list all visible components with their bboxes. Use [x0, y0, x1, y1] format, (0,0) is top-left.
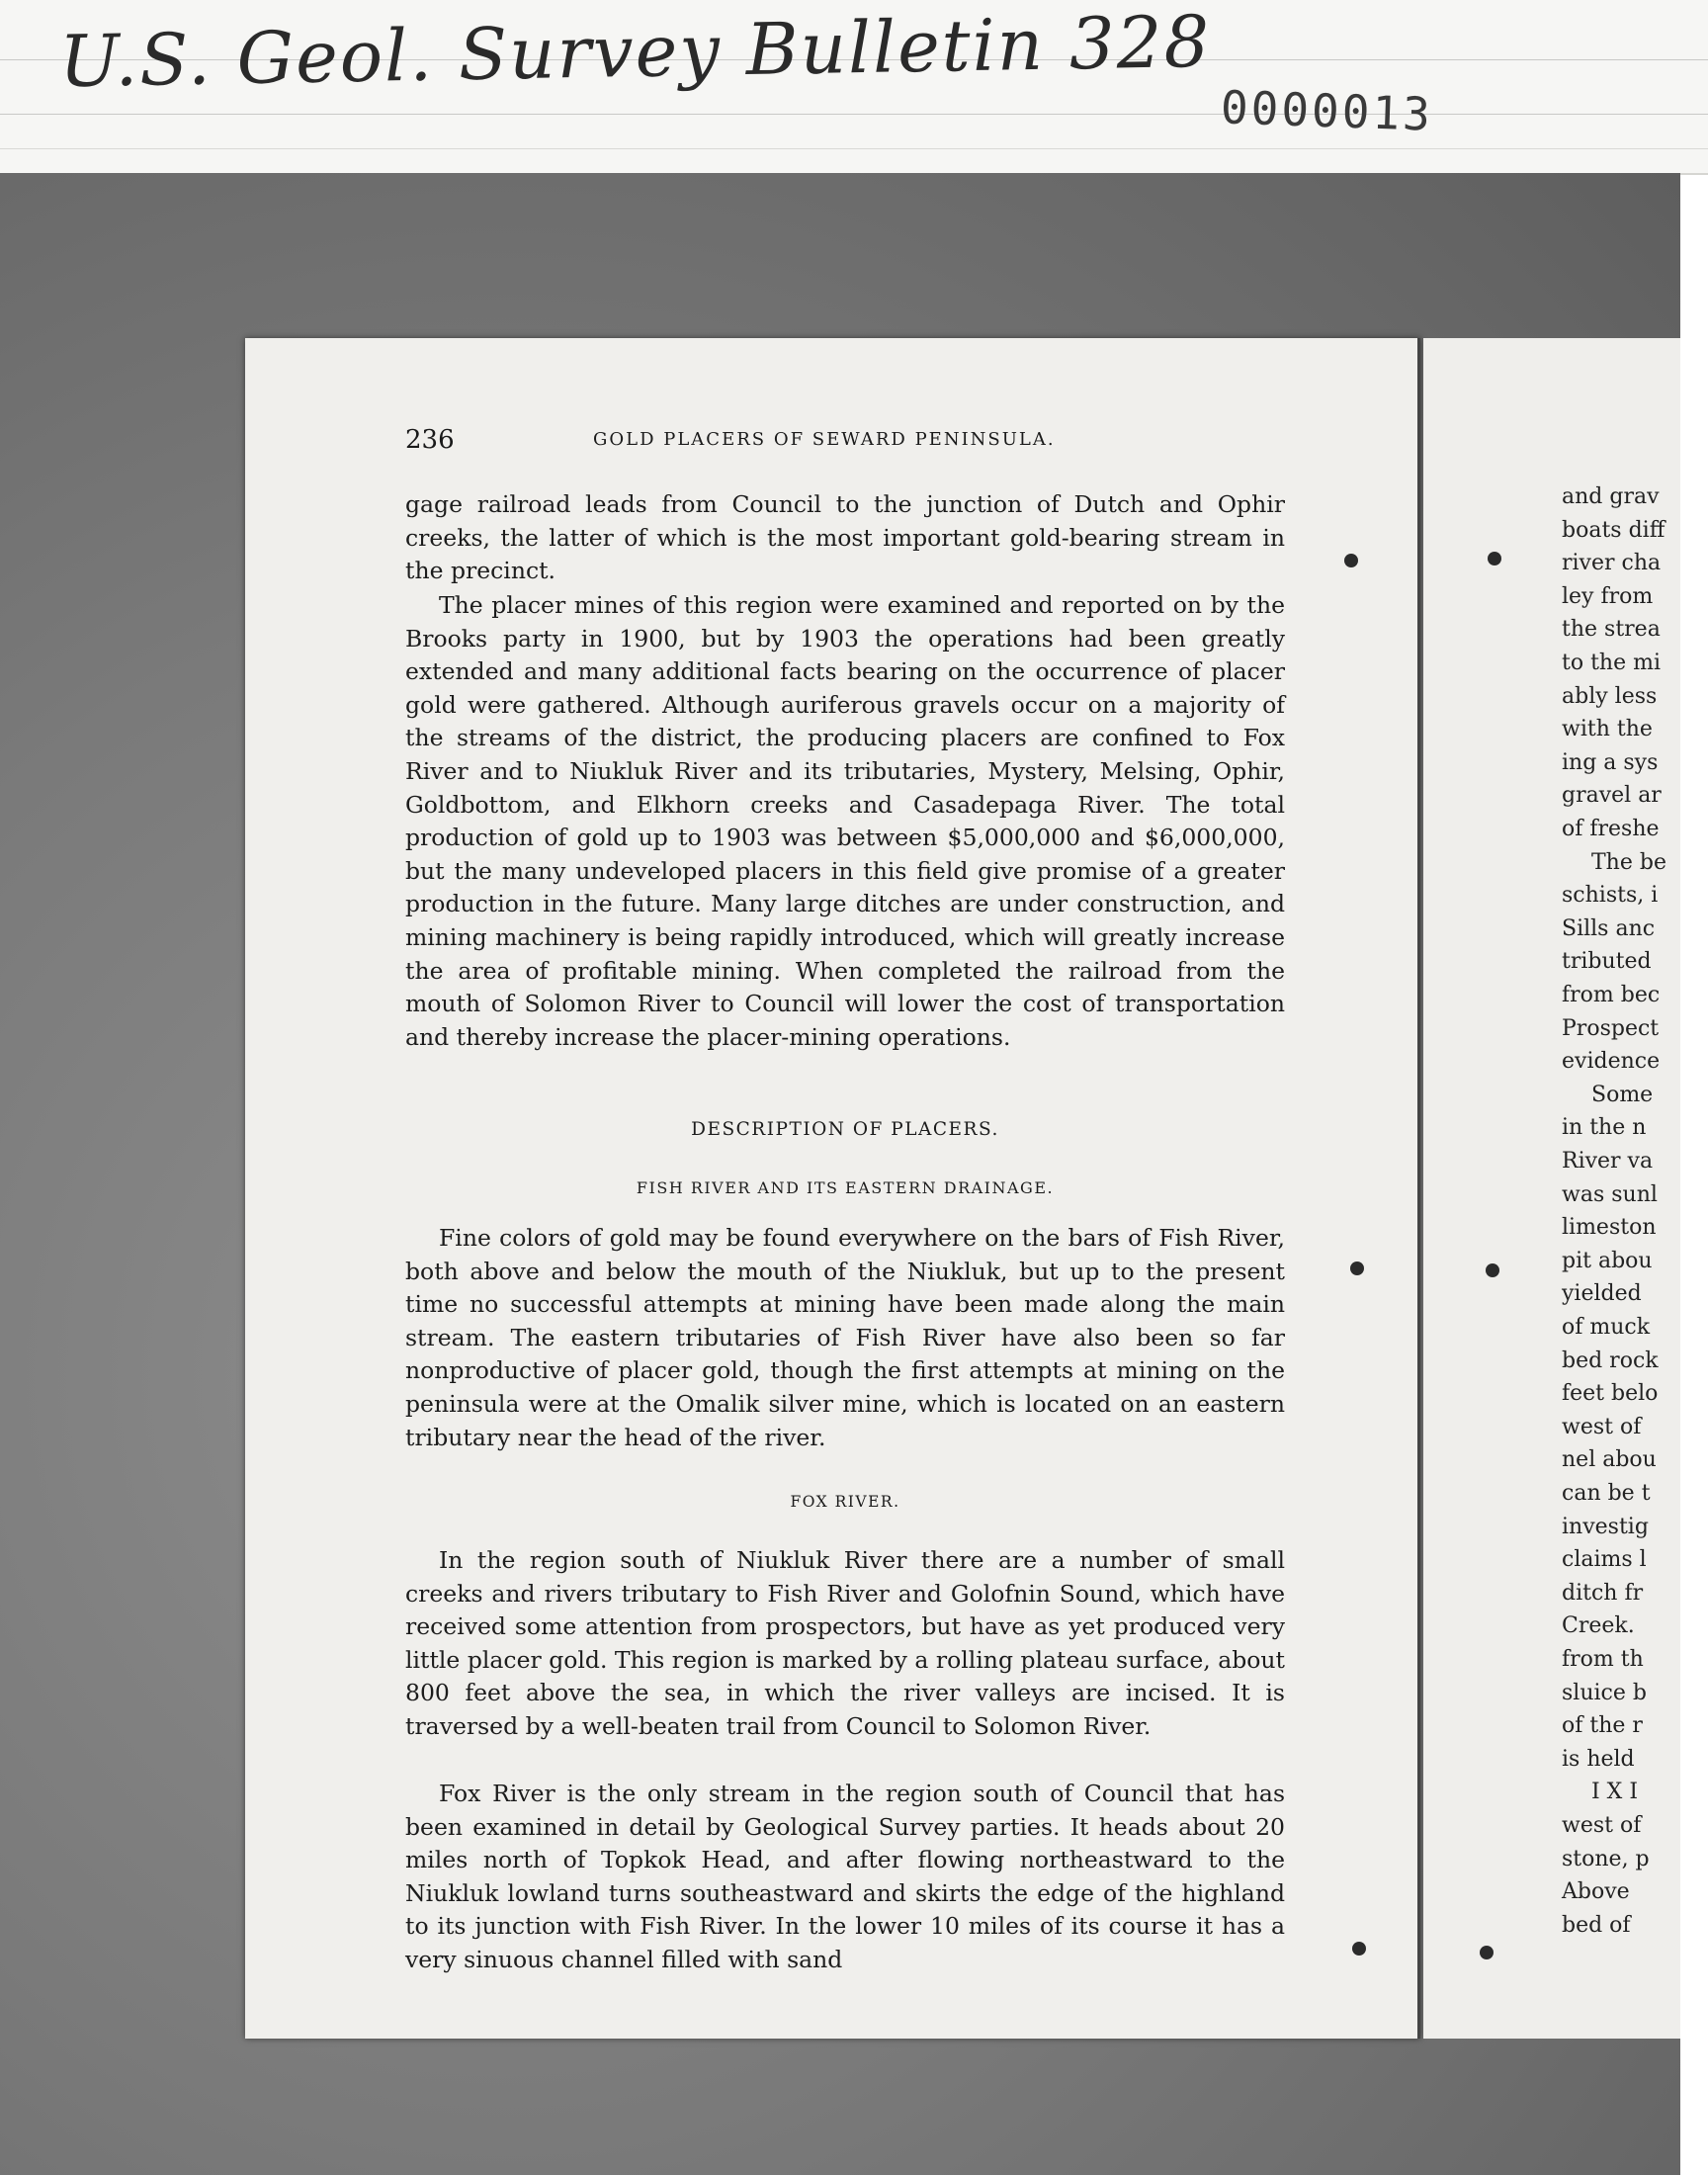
facing-page-line: The be [1591, 849, 1666, 875]
facing-page-line: Some [1591, 1082, 1654, 1107]
facing-page-line: Creek. [1562, 1613, 1635, 1639]
paragraph-fish-river: Fine colors of gold may be found everywhere on the bars of Fish River, both above and below the mouth of the Niukluk, but up to the present time no successful attempts at mining have been made along the main stream. The eastern tributaries of Fish River have also been so far nonproductive of placer gold, though the first attempts at mining on the peninsula were at the Omalik silver mine, which is located on an eastern tributary near the head of the river. [405, 1224, 1285, 1451]
facing-page-line: nel abou [1562, 1447, 1657, 1473]
facing-page-line: in the n [1562, 1115, 1647, 1141]
facing-page-line: can be t [1562, 1481, 1651, 1506]
facing-page-line: pit abou [1562, 1248, 1653, 1273]
facing-page-line: of the r [1562, 1713, 1643, 1739]
facing-page-line: ditch fr [1562, 1580, 1644, 1606]
punch-hole [1350, 1262, 1364, 1275]
facing-page-line: from th [1562, 1647, 1644, 1672]
facing-page-line: the strea [1562, 617, 1661, 643]
facing-page-line: Prospect [1562, 1015, 1660, 1041]
running-head [405, 425, 1301, 465]
stamp-number: 0000013 [1220, 80, 1434, 141]
heading-description-of-placers: DESCRIPTION OF PLACERS. [691, 1119, 999, 1140]
facing-page-line: of muck [1562, 1315, 1651, 1340]
facing-page-line: from bec [1562, 983, 1661, 1007]
facing-page-line: west of [1562, 1414, 1642, 1439]
ruled-line [0, 114, 1708, 115]
heading-fish-river: FISH RIVER AND ITS EASTERN DRAINAGE. [636, 1178, 1055, 1197]
punch-hole [1486, 1263, 1499, 1277]
facing-page-line: river cha [1562, 551, 1662, 576]
facing-page-line: Above [1562, 1879, 1630, 1905]
facing-page-line: feet belo [1562, 1381, 1659, 1407]
facing-page-line: investig [1562, 1514, 1649, 1539]
punch-hole [1488, 552, 1501, 566]
facing-page-line: boats diff [1562, 517, 1665, 543]
facing-page-line: River va [1562, 1149, 1654, 1174]
facing-page-line: bed of [1562, 1912, 1631, 1938]
heading-fox-river: FOX RIVER. [790, 1493, 900, 1511]
facing-page-line: gravel ar [1562, 783, 1662, 809]
facing-page-line: schists, i [1562, 883, 1659, 909]
paragraph-fox-region: In the region south of Niukluk River there are a number of small creeks and rivers tributary to Fish River and Golofnin Sound, which have received some attention from prospectors, but have as yet produced very little placer gold. This region is marked by a rolling plateau surface, about 800 feet above the sea, in which the river valleys are incised. It is traversed by a well-beaten trail from Council to Solomon River. [405, 1546, 1285, 1740]
facing-page-line: Sills anc [1562, 915, 1656, 941]
facing-page-line: ley from [1562, 583, 1654, 609]
paragraph-fox-river: Fox River is the only stream in the region south of Council that has been examined in detail by Geological Survey parties. It heads about 20 miles north of Topkok Head, and after flowing northeastward to the Niukluk lowland turns southeastward and skirts the edge of the highland to its junction with Fish River. In the lower 10 miles of its course it has a very sinuous channel filled with sand [405, 1780, 1285, 1973]
facing-page-line: evidence [1562, 1049, 1661, 1075]
facing-page [1423, 338, 1680, 2039]
facing-page-line: was sunl [1562, 1181, 1658, 1207]
facing-page-line: stone, p [1562, 1846, 1650, 1871]
punch-hole [1352, 1942, 1366, 1956]
paragraph-placer-mines: The placer mines of this region were examined and reported on by the Brooks party in 1900, but by 1903 the operations had been greatly extended and many additional facts bearing on the occurrence of placer gold were gathered. Although auriferous gravels occur on a majority of the streams of the district, the producing placers are confined to Fox River and to Niukluk River and its tributaries, Mystery, Melsing, Ophir, Goldbottom, and Elkhorn creeks and Casadepaga River. The total production of gold up to 1903 was between $5,000,000 and $6,000,000, but the many undeveloped placers in this field give promise of a greater production in the future. Many large ditches are under construction, and mining machinery is being rapidly introduced, which will greatly increase the area of profitable mining. When completed the railroad from the mouth of Solomon River to Council will lower the cost of transportation and thereby increase the placer-mining operations. [405, 591, 1285, 1051]
running-title: GOLD PLACERS OF SEWARD PENINSULA. [593, 429, 1056, 450]
facing-page-line: claims l [1562, 1547, 1647, 1573]
facing-page-line: I X I [1591, 1780, 1639, 1805]
facing-page-line: ably less [1562, 683, 1658, 709]
ruled-line [0, 148, 1708, 149]
page-gutter [1417, 338, 1420, 2039]
facing-page-line: bed rock [1562, 1348, 1659, 1373]
facing-page-line: ing a sys [1562, 749, 1659, 775]
facing-page-line: is held [1562, 1746, 1635, 1772]
punch-hole [1480, 1946, 1494, 1959]
paragraph-intro: gage railroad leads from Council to the junction of Dutch and Ophir creeks, the latter of which is the most important gold-bearing stream in the precinct. [405, 490, 1285, 585]
page-number: 236 [405, 425, 455, 455]
punch-hole [1344, 554, 1358, 567]
facing-page-line: limeston [1562, 1215, 1657, 1241]
facing-page-line: to the mi [1562, 651, 1661, 675]
handwritten-title: U.S. Geol. Survey Bulletin 328 [58, 0, 1212, 104]
facing-page-line: tributed [1562, 949, 1652, 975]
facing-page-line: yielded [1562, 1281, 1642, 1307]
facing-page-line: sluice b [1562, 1680, 1647, 1705]
label-strip [0, 0, 1708, 175]
facing-page-line: with the [1562, 717, 1653, 742]
facing-page-line: of freshe [1562, 817, 1660, 841]
facing-page-line: and grav [1562, 484, 1660, 509]
facing-page-line: west of [1562, 1813, 1642, 1838]
